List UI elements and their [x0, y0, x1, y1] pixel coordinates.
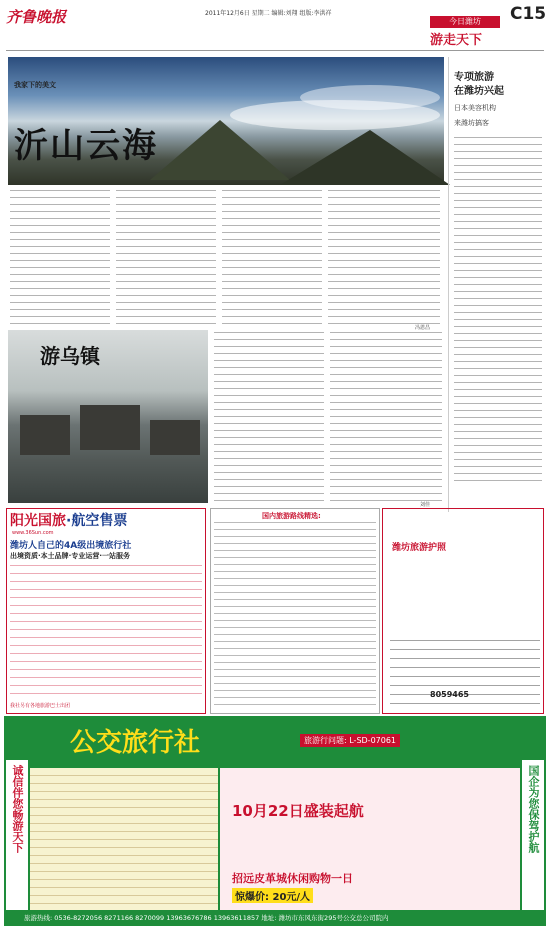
article-author: 冯恩昌	[415, 325, 431, 331]
bus-promo-price: 惊爆价: 20元/人	[232, 888, 313, 903]
article-author: 刘佳	[420, 502, 431, 508]
article-column	[330, 332, 442, 502]
bus-ad-footer: 旅游热线: 0536-8272056 8271166 8270099 13963676786 13963611857 地址: 潍坊市东风东街295号公交总公司院内	[4, 910, 546, 926]
feature-label: 我家下的美文	[14, 81, 56, 89]
section-title: 游走天下	[430, 33, 483, 48]
ad-footer: 我社另有各地旅游巴士出团	[10, 703, 71, 709]
divider	[6, 50, 544, 51]
wuzhen-headline: 游乌镇	[40, 344, 100, 368]
ad-tagline: 航空售票	[71, 513, 128, 529]
ad-brand-name: 阳光国旅	[10, 513, 66, 529]
cloud-shape	[300, 85, 440, 110]
bus-hotline: 旅游行问题: L-SD-07061	[300, 734, 400, 747]
mountain-shape	[150, 120, 290, 180]
sidebar-text	[454, 137, 542, 487]
article-column	[214, 332, 324, 502]
sidebar-subtitle: 来潍坊搞客	[454, 119, 489, 127]
sidebar-title: 专项旅游	[454, 72, 494, 83]
mountain-shape	[280, 130, 450, 185]
ad-right-title: 潍坊旅游护照	[392, 543, 447, 553]
article-column	[222, 190, 322, 325]
article-column	[328, 190, 440, 325]
house-shape	[20, 415, 70, 455]
ad-sub: 出境资质·本土品牌·专业运营·一站服务	[10, 552, 130, 560]
bus-route-list	[30, 768, 218, 913]
newspaper-logo: 齐鲁晚报	[6, 8, 67, 26]
left-strip-text: 诚信伴您畅游天下	[11, 765, 24, 853]
ad-brand: 阳光国旅·航空售票	[10, 513, 128, 529]
right-strip-text: 国企为您保驾护航	[527, 765, 540, 853]
sidebar-title: 在潍坊兴起	[454, 86, 504, 97]
today-badge: 今日潍坊	[430, 16, 500, 28]
ad-right-phone: 8059465	[430, 690, 469, 699]
sidebar-subtitle: 日本美容机构	[454, 104, 496, 112]
house-shape	[150, 420, 200, 455]
bus-promo-sub: 招远皮革城休闲购物一日	[232, 872, 353, 885]
ad-mid-title: 国内旅游路线精选:	[262, 512, 321, 520]
house-shape	[80, 405, 140, 450]
ad-route-list	[214, 522, 376, 710]
ad-price-list	[10, 565, 202, 700]
feature-headline: 沂山云海	[14, 126, 158, 166]
ad-headline: 潍坊人自己的4A级出境旅行社	[10, 541, 132, 551]
ad-website: www.36Sun.com	[12, 530, 54, 536]
issue-info: 2011年12月6日 星期二 编辑:刘翔 组版:李洪祥	[205, 10, 332, 17]
bus-promo-date: 10月22日盛装起航	[232, 802, 364, 820]
sidebar	[448, 57, 544, 512]
article-column	[116, 190, 216, 325]
bus-ad-title: 公交旅行社	[70, 728, 201, 758]
article-column	[10, 190, 110, 325]
page-number: C15	[510, 4, 547, 24]
